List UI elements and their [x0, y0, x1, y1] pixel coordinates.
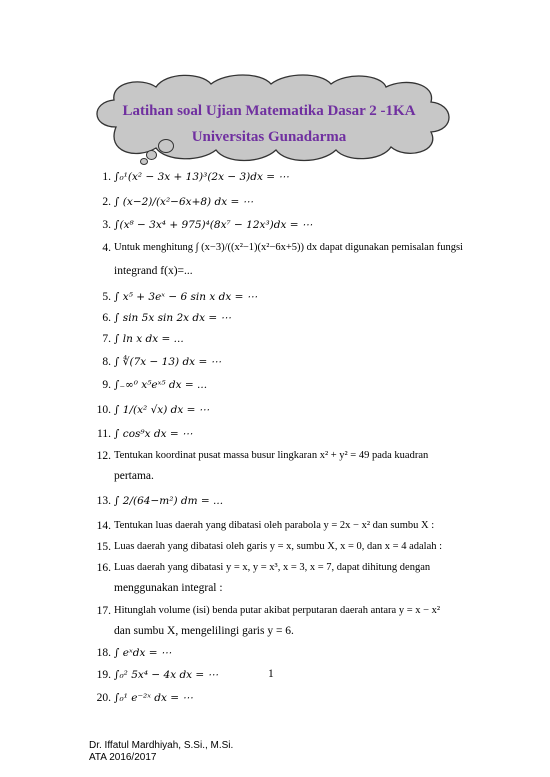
question-number: 15.	[96, 541, 111, 553]
question-number: 7.	[102, 333, 111, 345]
question-text: ∫ sin 5x sin 2x dx = ⋯	[114, 312, 231, 324]
question-number: 5.	[102, 291, 111, 303]
question-text: Hitunglah volume (isi) benda putar akibat perputaran daerah antara y = x − x²	[114, 605, 441, 616]
question-text: Luas daerah yang dibatasi y = x, y = x³, x = 3, x = 7, dapat dihitung dengan	[114, 562, 431, 573]
question-continuation: dan sumbu X, mengelilingi garis y = 6.	[114, 625, 294, 637]
question-continuation: menggunakan integral :	[114, 582, 223, 594]
question-text: Luas daerah yang dibatasi oleh garis y = x, sumbu X, x = 0, dan x = 4 adalah :	[114, 541, 443, 552]
question-number: 19.	[96, 669, 111, 681]
question-text: ∫ x⁵ + 3eˣ − 6 sin x dx = ⋯	[114, 291, 258, 303]
question-text: ∫ eˣdx = ⋯	[114, 647, 172, 659]
footer-author: Dr. Iffatul Mardhiyah, S.Si., M.Si.	[89, 740, 234, 751]
question-text: ∫ cos⁹x dx = ⋯	[114, 428, 193, 440]
cloud-bubble-small	[140, 158, 148, 165]
question-number: 16.	[96, 562, 111, 574]
title-block	[96, 98, 442, 150]
footer	[89, 740, 233, 764]
question-text: ∫ 2/(64−m²) dm = ...	[114, 495, 224, 507]
question-number: 6.	[102, 312, 111, 324]
question-text: ∫ ∜(7x − 13) dx = ⋯	[114, 356, 222, 368]
question-text: ∫ ln x dx = ...	[114, 333, 184, 345]
question-number: 17.	[96, 605, 111, 617]
question-text: ∫₀¹(x² − 3x + 13)³(2x − 3)dx = ⋯	[114, 171, 289, 183]
question-number: 12.	[96, 450, 111, 462]
question-text: ∫₀² 5x⁴ − 4x dx = ⋯	[114, 669, 219, 681]
question-number: 11.	[97, 428, 111, 440]
question-number: 14.	[96, 520, 111, 532]
question-number: 18.	[96, 647, 111, 659]
question-text: ∫₋∞⁰ x⁵eˣ⁵ dx = ...	[114, 379, 208, 391]
question-number: 9.	[102, 379, 111, 391]
title-line-2: Universitas Gunadarma	[191, 129, 347, 145]
question-number: 10.	[96, 404, 111, 416]
footer-term: ATA 2016/2017	[89, 752, 157, 763]
question-text: ∫₀¹ e⁻²ˣ dx = ⋯	[114, 692, 193, 704]
question-continuation: integrand f(x)=...	[114, 265, 193, 277]
question-number: 8.	[102, 356, 111, 368]
question-text: Tentukan luas daerah yang dibatasi oleh parabola y = 2x − x² dan sumbu X :	[114, 520, 435, 531]
question-text: ∫ (x−2)/(x²−6x+8) dx = ⋯	[114, 196, 254, 208]
question-text: Tentukan koordinat pusat massa busur lingkaran x² + y² = 49 pada kuadran	[114, 450, 429, 461]
title-line-1: Latihan soal Ujian Matematika Dasar 2 -1KA	[122, 103, 416, 119]
question-number: 4.	[102, 242, 111, 254]
question-number: 2.	[102, 196, 111, 208]
question-number: 13.	[96, 495, 111, 507]
cloud-bubble-medium	[146, 150, 157, 160]
question-continuation: pertama.	[114, 470, 154, 482]
question-number: 1.	[102, 171, 111, 183]
question-text: Untuk menghitung ∫ (x−3)/((x²−1)(x²−6x+5)) dx dapat digunakan pemisalan fungsi	[114, 242, 463, 253]
question-number: 3.	[102, 219, 111, 231]
question-number: 20.	[96, 692, 111, 704]
page-number: 1	[268, 668, 274, 680]
question-text: ∫(x⁸ − 3x⁴ + 975)⁴(8x⁷ − 12x³)dx = ⋯	[114, 219, 313, 231]
question-text: ∫ 1/(x² √x) dx = ⋯	[114, 404, 210, 416]
